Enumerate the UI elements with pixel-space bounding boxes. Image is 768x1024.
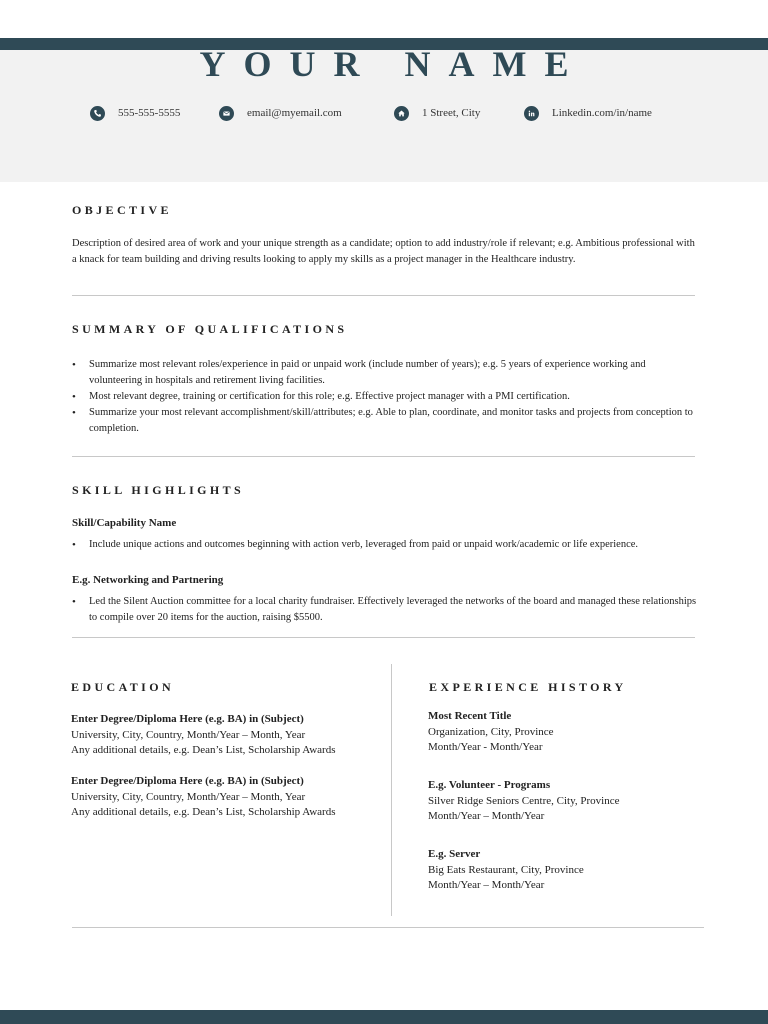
skill-name: Skill/Capability Name <box>72 517 177 529</box>
list-item: • Include unique actions and outcomes beginning with action verb, leveraged from paid or unpaid work/academic or life experience. <box>72 537 700 553</box>
contact-phone <box>90 104 180 122</box>
experience-entry <box>428 778 728 825</box>
email-text: email@myemail.com <box>247 107 342 119</box>
experience-entry <box>428 847 728 894</box>
section-divider <box>72 637 695 638</box>
degree-location: University, City, Country, Month/Year – Month, Year <box>71 790 306 803</box>
section-divider <box>72 927 704 928</box>
experience-entry <box>428 709 728 756</box>
job-dates: Month/Year – Month/Year <box>428 879 545 891</box>
section-divider <box>72 295 695 296</box>
address-text: 1 Street, City <box>422 107 481 119</box>
list-item: • Most relevant degree, training or certification for this role; e.g. Effective project manager with a PMI certification. <box>72 389 700 405</box>
skills-heading: SKILL HIGHLIGHTS <box>72 483 245 497</box>
skill-list <box>72 594 700 626</box>
list-item: • Led the Silent Auction committee for a local charity fundraiser. Effectively leveraged the networks of the board and managed these relationships to compile over 20 items for the auction, raising $5500. <box>72 594 700 626</box>
list-item: • Summarize your most relevant accomplishment/skill/attributes; e.g. Able to plan, coordinate, and monitor tasks and projects from conception to completion. <box>72 405 700 437</box>
experience-heading: EXPERIENCE HISTORY <box>429 680 627 694</box>
linkedin-text: Linkedin.com/in/name <box>552 107 652 119</box>
qualifications-list <box>72 357 700 437</box>
contact-address <box>394 104 480 122</box>
education-entry <box>71 712 381 759</box>
skill-name: E.g. Networking and Partnering <box>72 574 224 586</box>
job-org: Silver Ridge Seniors Centre, City, Province <box>428 794 620 807</box>
job-dates: Month/Year – Month/Year <box>428 810 545 822</box>
degree-details: Any additional details, e.g. Dean’s List, Scholarship Awards <box>71 806 336 818</box>
qualifications-heading: SUMMARY OF QUALIFICATIONS <box>72 322 348 336</box>
job-org: Big Eats Restaurant, City, Province <box>428 863 584 876</box>
candidate-name: YOUR NAME <box>199 44 587 84</box>
job-title: E.g. Volunteer - Programs <box>428 779 551 791</box>
job-title: E.g. Server <box>428 848 481 860</box>
degree-details: Any additional details, e.g. Dean’s List, Scholarship Awards <box>71 744 336 756</box>
bottom-accent-bar <box>0 1010 768 1024</box>
list-item: • Summarize most relevant roles/experience in paid or unpaid work (include number of years); e.g. 5 years of experience working and volunteering in hospitals and retirement living facilities. <box>72 357 700 389</box>
home-icon <box>394 106 409 121</box>
linkedin-icon <box>524 106 539 121</box>
job-dates: Month/Year - Month/Year <box>428 741 543 753</box>
degree-location: University, City, Country, Month/Year – Month, Year <box>71 728 306 741</box>
contact-email <box>219 104 342 122</box>
education-entry <box>71 774 381 821</box>
contact-linkedin <box>524 104 652 122</box>
degree-title: Enter Degree/Diploma Here (e.g. BA) in (Subject) <box>71 775 304 787</box>
phone-text: 555-555-5555 <box>118 107 181 119</box>
education-heading: EDUCATION <box>71 680 175 694</box>
objective-text: Description of desired area of work and your unique strength as a candidate; option to add industry/role if relevant; e.g. Ambitious professional with a knack for team building and driving results looking to apply my skills as a project manager in the Healthcare industry. <box>72 238 695 265</box>
job-title: Most Recent Title <box>428 710 512 722</box>
objective-heading: OBJECTIVE <box>72 203 172 217</box>
section-divider <box>72 456 695 457</box>
phone-icon <box>90 106 105 121</box>
skill-list <box>72 537 700 553</box>
job-org: Organization, City, Province <box>428 725 554 738</box>
email-icon <box>219 106 234 121</box>
column-divider <box>391 664 392 916</box>
degree-title: Enter Degree/Diploma Here (e.g. BA) in (Subject) <box>71 713 304 725</box>
